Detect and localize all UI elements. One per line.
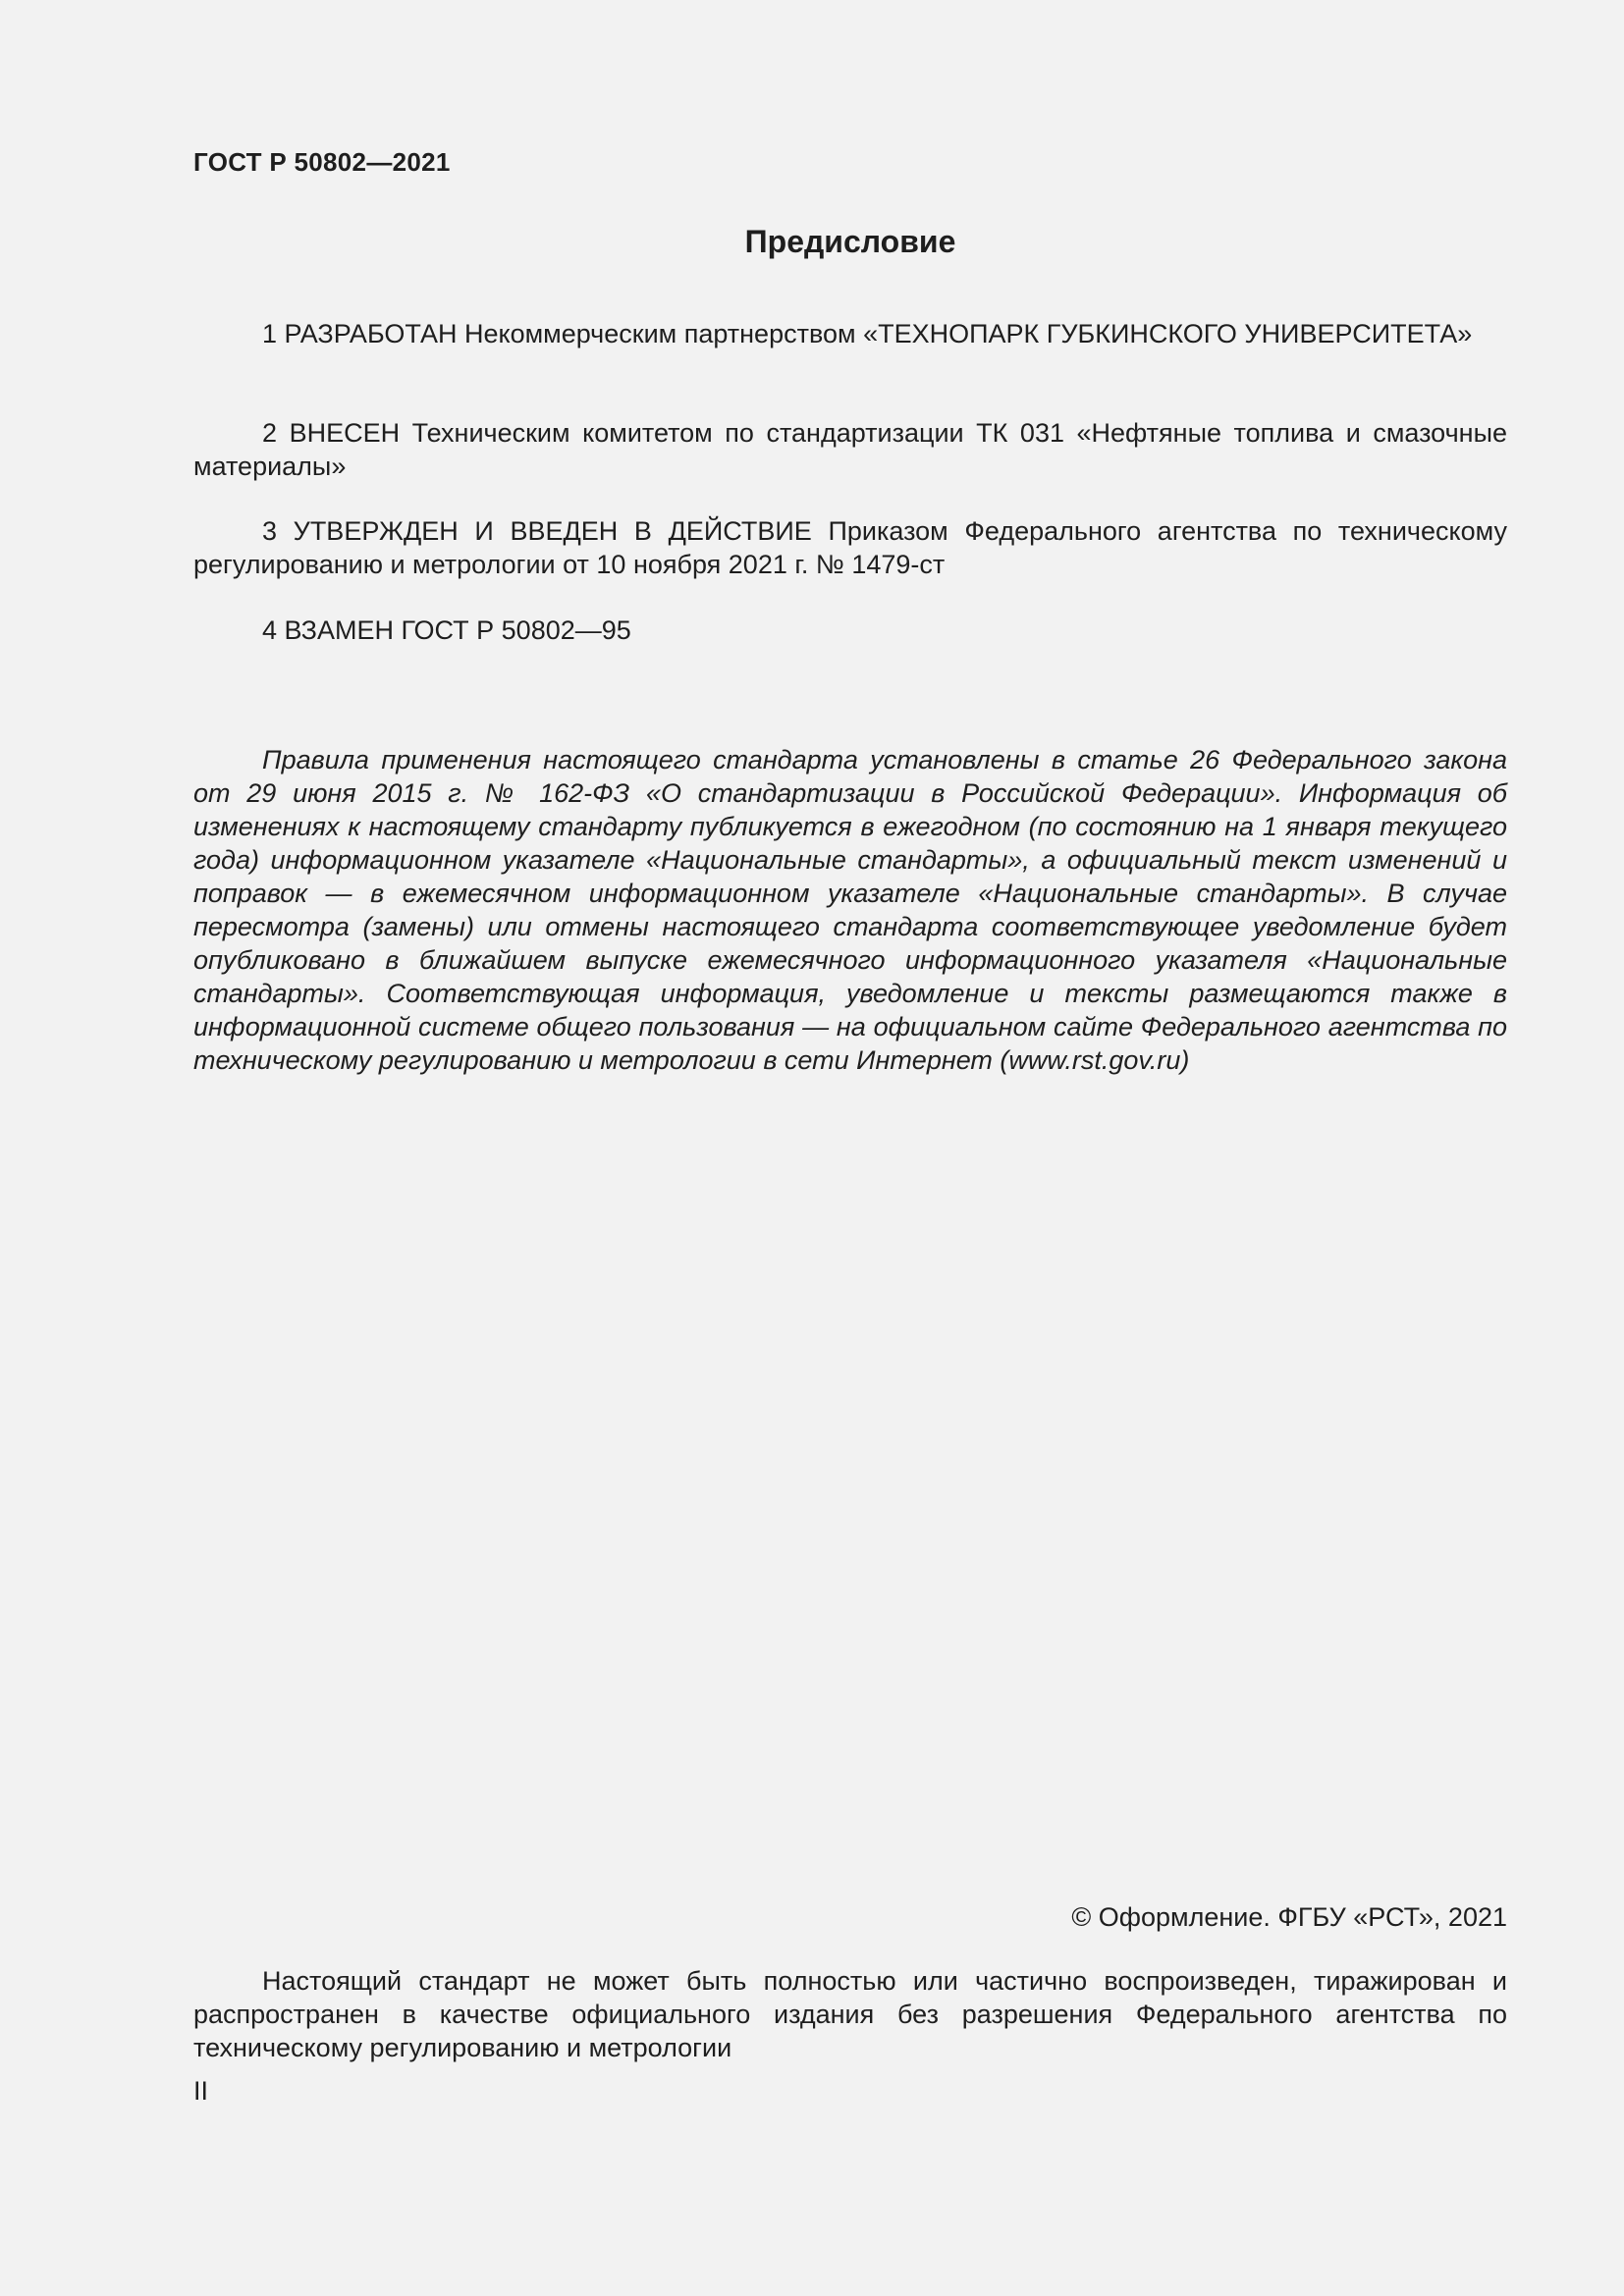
foreword-item-2 [193,416,1507,483]
page-number: II [193,2076,209,2106]
foreword-item-3-text: 3 УТВЕРЖДЕН И ВВЕДЕН В ДЕЙСТВИЕ Приказом Федерального агентства по техническому регулированию и метрологии от 10 ноября 2021 г. № 1479-ст [193,516,1507,579]
foreword-item-4-text: 4 ВЗАМЕН ГОСТ Р 50802—95 [262,615,631,645]
foreword-item-1-text: 1 РАЗРАБОТАН Некоммерческим партнерством «ТЕХНОПАРК ГУБКИНСКОГО УНИВЕРСИТЕТА» [262,319,1473,348]
foreword-item-1 [193,317,1507,350]
application-rules-text: Правила применения настоящего стандарта установлены в статье 26 Федерального закона от 29 июня 2015 г. № 162-ФЗ «О стандартизации в Российской Федерации». Информация об изменениях к настоящему стандарту публикуется в ежегодном (по состоянию на 1 января текущего года) информационном указателе «Национальные стандарты», а официальный текст изменений и поправок — в ежемесячном информационном указателе «Национальные стандарты». В случае пересмотра (замены) или отмены настоящего стандарта соответствующее уведомление будет опубликовано в ближайшем выпуске ежемесячного информационного указателя «Национальные стандарты». Соответствующая информация, уведомление и тексты размещаются также в информационной системе общего пользования — на официальном сайте Федерального агентства по техническому регулированию и метрологии в сети Интернет (www.rst.gov.ru) [193,745,1507,1075]
page-title: Предисловие [744,224,956,259]
reproduction-notice [193,1964,1507,2064]
reproduction-notice-text: Настоящий стандарт не может быть полностью или частично воспроизведен, тиражирован и распространен в качестве официального издания без разрешения Федерального агентства по техническому регулированию и метрологии [193,1966,1507,2062]
foreword-item-4 [193,614,1507,647]
copyright-line: © Оформление. ФГБУ «РСТ», 2021 [1071,1902,1507,1932]
foreword-item-3 [193,514,1507,581]
document-code-header: ГОСТ Р 50802—2021 [193,147,451,177]
application-rules-block [193,743,1507,1077]
foreword-item-2-text: 2 ВНЕСЕН Техническим комитетом по стандартизации ТК 031 «Нефтяные топлива и смазочные материалы» [193,418,1507,481]
